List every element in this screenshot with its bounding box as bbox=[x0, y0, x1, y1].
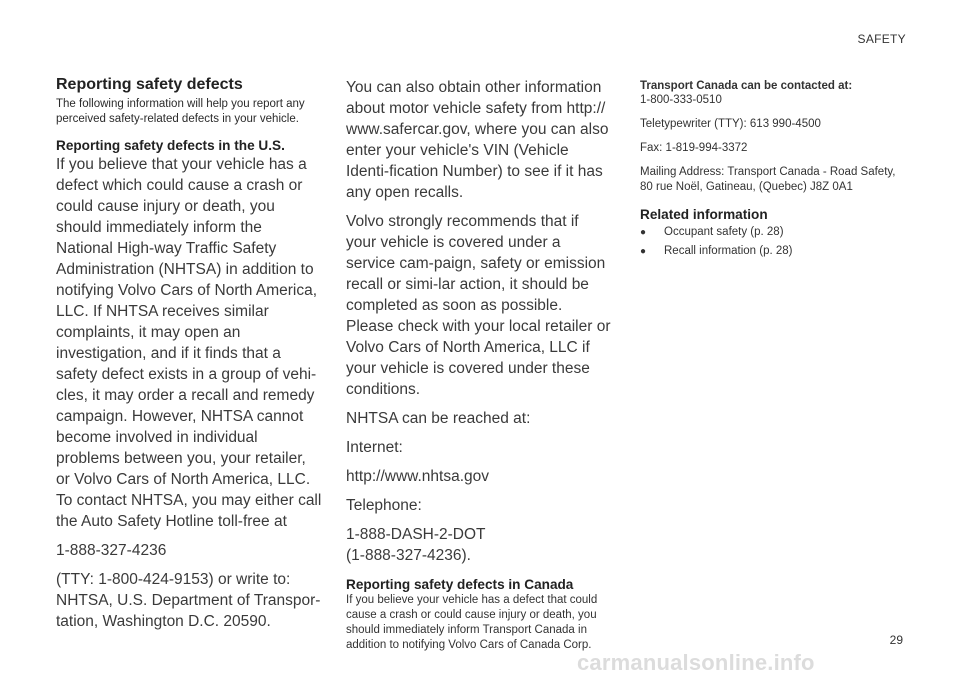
column-1 bbox=[56, 75, 322, 640]
tc-heading: Transport Canada can be contacted at: bbox=[640, 80, 853, 92]
internet-label: Internet: bbox=[346, 439, 403, 456]
column-2 bbox=[346, 77, 612, 653]
safercar-text: You can also obtain other information about motor vehicle safety from http:// www.safercar.gov, where you can also enter your vehicle's VIN (Vehicle Identi-fication Number) to see if it has any open recalls. bbox=[346, 79, 609, 201]
canada-body: If you believe your vehicle has a defect that could cause a crash or could cause injury or death, you should immediately inform Transport Canada in addition to notifying Volvo Cars of Canada Corp. bbox=[346, 594, 598, 651]
reach-text: NHTSA can be reached at: bbox=[346, 410, 531, 427]
tc-fax: Fax: 1-819-994-3372 bbox=[640, 142, 748, 154]
canada-heading: Reporting safety defects in Canada bbox=[346, 577, 574, 592]
related-item[interactable] bbox=[640, 225, 910, 240]
hotline-number: 1-888-327-4236 bbox=[56, 542, 167, 559]
section-header: SAFETY bbox=[857, 32, 906, 46]
bullet-icon: ● bbox=[640, 227, 647, 238]
tty-text: (TTY: 1-800-424-9153) or write to: NHTSA, U.S. Department of Transpor-tation, Washington D.C. 20590. bbox=[56, 571, 321, 630]
related-item-label[interactable]: Recall information (p. 28) bbox=[664, 245, 793, 257]
intro-text: The following information will help you report any perceived safety-related defects in your vehicle. bbox=[56, 98, 305, 125]
bullet-icon: ● bbox=[640, 246, 647, 257]
tc-mailing: Mailing Address: Transport Canada - Road Safety, 80 rue Noël, Gatineau, (Quebec) J8Z 0A1 bbox=[640, 166, 896, 193]
related-item[interactable] bbox=[640, 244, 910, 259]
page-title: Reporting safety defects bbox=[56, 76, 243, 93]
telephone-value bbox=[346, 524, 612, 566]
telephone-line-2: (1-888-327-4236). bbox=[346, 547, 471, 564]
related-heading: Related information bbox=[640, 207, 768, 222]
us-body: If you believe that your vehicle has a defect which could cause a crash or could cause injury or death, you should immediately inform the National High-way Traffic Safety Administration (NHTSA) in addition to notifying Volvo Cars of North America, LLC. If NHTSA receives similar complaints, it may open an investigation, and if it finds that a safety defect exists in a group of vehi-cles, it may order a recall and remedy campaign. However, NHTSA cannot become involved in individual problems between you, your retailer, or Volvo Cars of North America, LLC. To contact NHTSA, you may either call the Auto Safety Hotline toll-free at bbox=[56, 156, 322, 530]
tc-phone: 1-800-333-0510 bbox=[640, 94, 722, 106]
page-number: 29 bbox=[889, 633, 903, 647]
watermark: carmanualsonline.info bbox=[577, 650, 815, 675]
column-3 bbox=[640, 79, 910, 263]
internet-value: http://www.nhtsa.gov bbox=[346, 468, 490, 485]
telephone-line-1: 1-888-DASH-2-DOT bbox=[346, 526, 486, 543]
us-heading: Reporting safety defects in the U.S. bbox=[56, 138, 285, 153]
related-item-label[interactable]: Occupant safety (p. 28) bbox=[664, 226, 784, 238]
recommend-text: Volvo strongly recommends that if your vehicle is covered under a service cam-paign, safety or emission recall or simi-lar action, it should be completed as soon as possible. Please check with your local retailer or Volvo Cars of North America, LLC if your vehicle is covered under these conditions. bbox=[346, 213, 611, 398]
tc-tty: Teletypewriter (TTY): 613 990-4500 bbox=[640, 118, 821, 130]
related-list bbox=[640, 225, 910, 259]
telephone-label: Telephone: bbox=[346, 497, 422, 514]
